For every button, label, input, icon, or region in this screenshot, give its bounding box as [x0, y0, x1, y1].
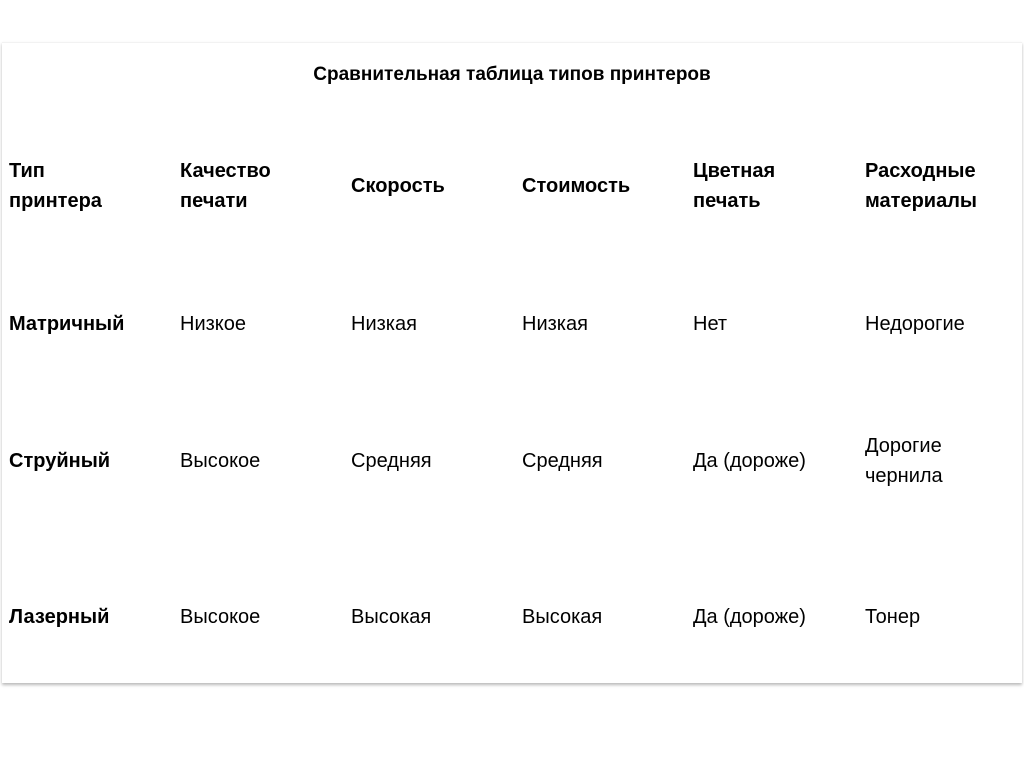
header-consumables-line-1: Расходные: [865, 160, 976, 182]
cell-line: Низкая: [522, 313, 588, 335]
cell-line: чернила: [865, 465, 943, 487]
header-printer-type: [9, 156, 102, 216]
cell-speed: [351, 309, 417, 339]
header-speed: [351, 171, 445, 201]
slide: [2, 42, 1022, 683]
cell-print-quality: [180, 309, 246, 339]
header-cost: [522, 171, 630, 201]
header-speed-line-1: Скорость: [351, 175, 445, 197]
cell-cost: [522, 602, 602, 632]
cell-print-quality: [180, 602, 260, 632]
cell-line: Тонер: [865, 606, 921, 628]
header-print-quality-line-2: печати: [180, 190, 248, 212]
cell-line: Средняя: [522, 450, 603, 472]
cell-cost: [522, 309, 588, 339]
cell-speed: [351, 602, 431, 632]
header-printer-type-line-2: принтера: [9, 190, 102, 212]
header-color-printing-line-2: печать: [693, 190, 761, 212]
cell-consumables: [865, 309, 965, 339]
header-consumables-line-2: материалы: [865, 190, 977, 212]
header-color-printing-line-1: Цветная: [693, 160, 776, 182]
cell-line: Средняя: [351, 450, 432, 472]
cell-speed: [351, 446, 432, 476]
header-print-quality: [180, 156, 271, 216]
header-consumables: [865, 156, 977, 216]
header-cost-line-1: Стоимость: [522, 175, 631, 197]
header-print-quality-line-1: Качество: [180, 160, 271, 182]
cell-cost: [522, 446, 603, 476]
cell-print-quality: [180, 446, 260, 476]
cell-line: Да (дороже): [693, 450, 806, 472]
cell-line: Низкая: [351, 313, 417, 335]
cell-line: Высокая: [522, 606, 603, 628]
page-title: Сравнительная таблица типов принтеров: [313, 64, 711, 85]
cell-line: Да (дороже): [693, 606, 806, 628]
header-printer-type-line-1: Тип: [9, 160, 45, 182]
cell-line: Низкое: [180, 313, 247, 335]
cell-line: Нет: [693, 313, 728, 335]
cell-line: Высокое: [180, 450, 261, 472]
cell-color-printing: [693, 309, 727, 339]
cell-color-printing: [693, 446, 806, 476]
cell-line: Дорогие: [865, 435, 942, 457]
row-printer-type: Лазерный: [9, 606, 110, 628]
cell-line: Недорогие: [865, 313, 965, 335]
cell-line: Высокое: [180, 606, 261, 628]
row-printer-type: Матричный: [9, 313, 125, 335]
cell-consumables: [865, 431, 943, 491]
cell-color-printing: [693, 602, 806, 632]
header-color-printing: [693, 156, 775, 216]
cell-consumables: [865, 602, 920, 632]
row-printer-type: Струйный: [9, 450, 111, 472]
cell-line: Высокая: [351, 606, 432, 628]
